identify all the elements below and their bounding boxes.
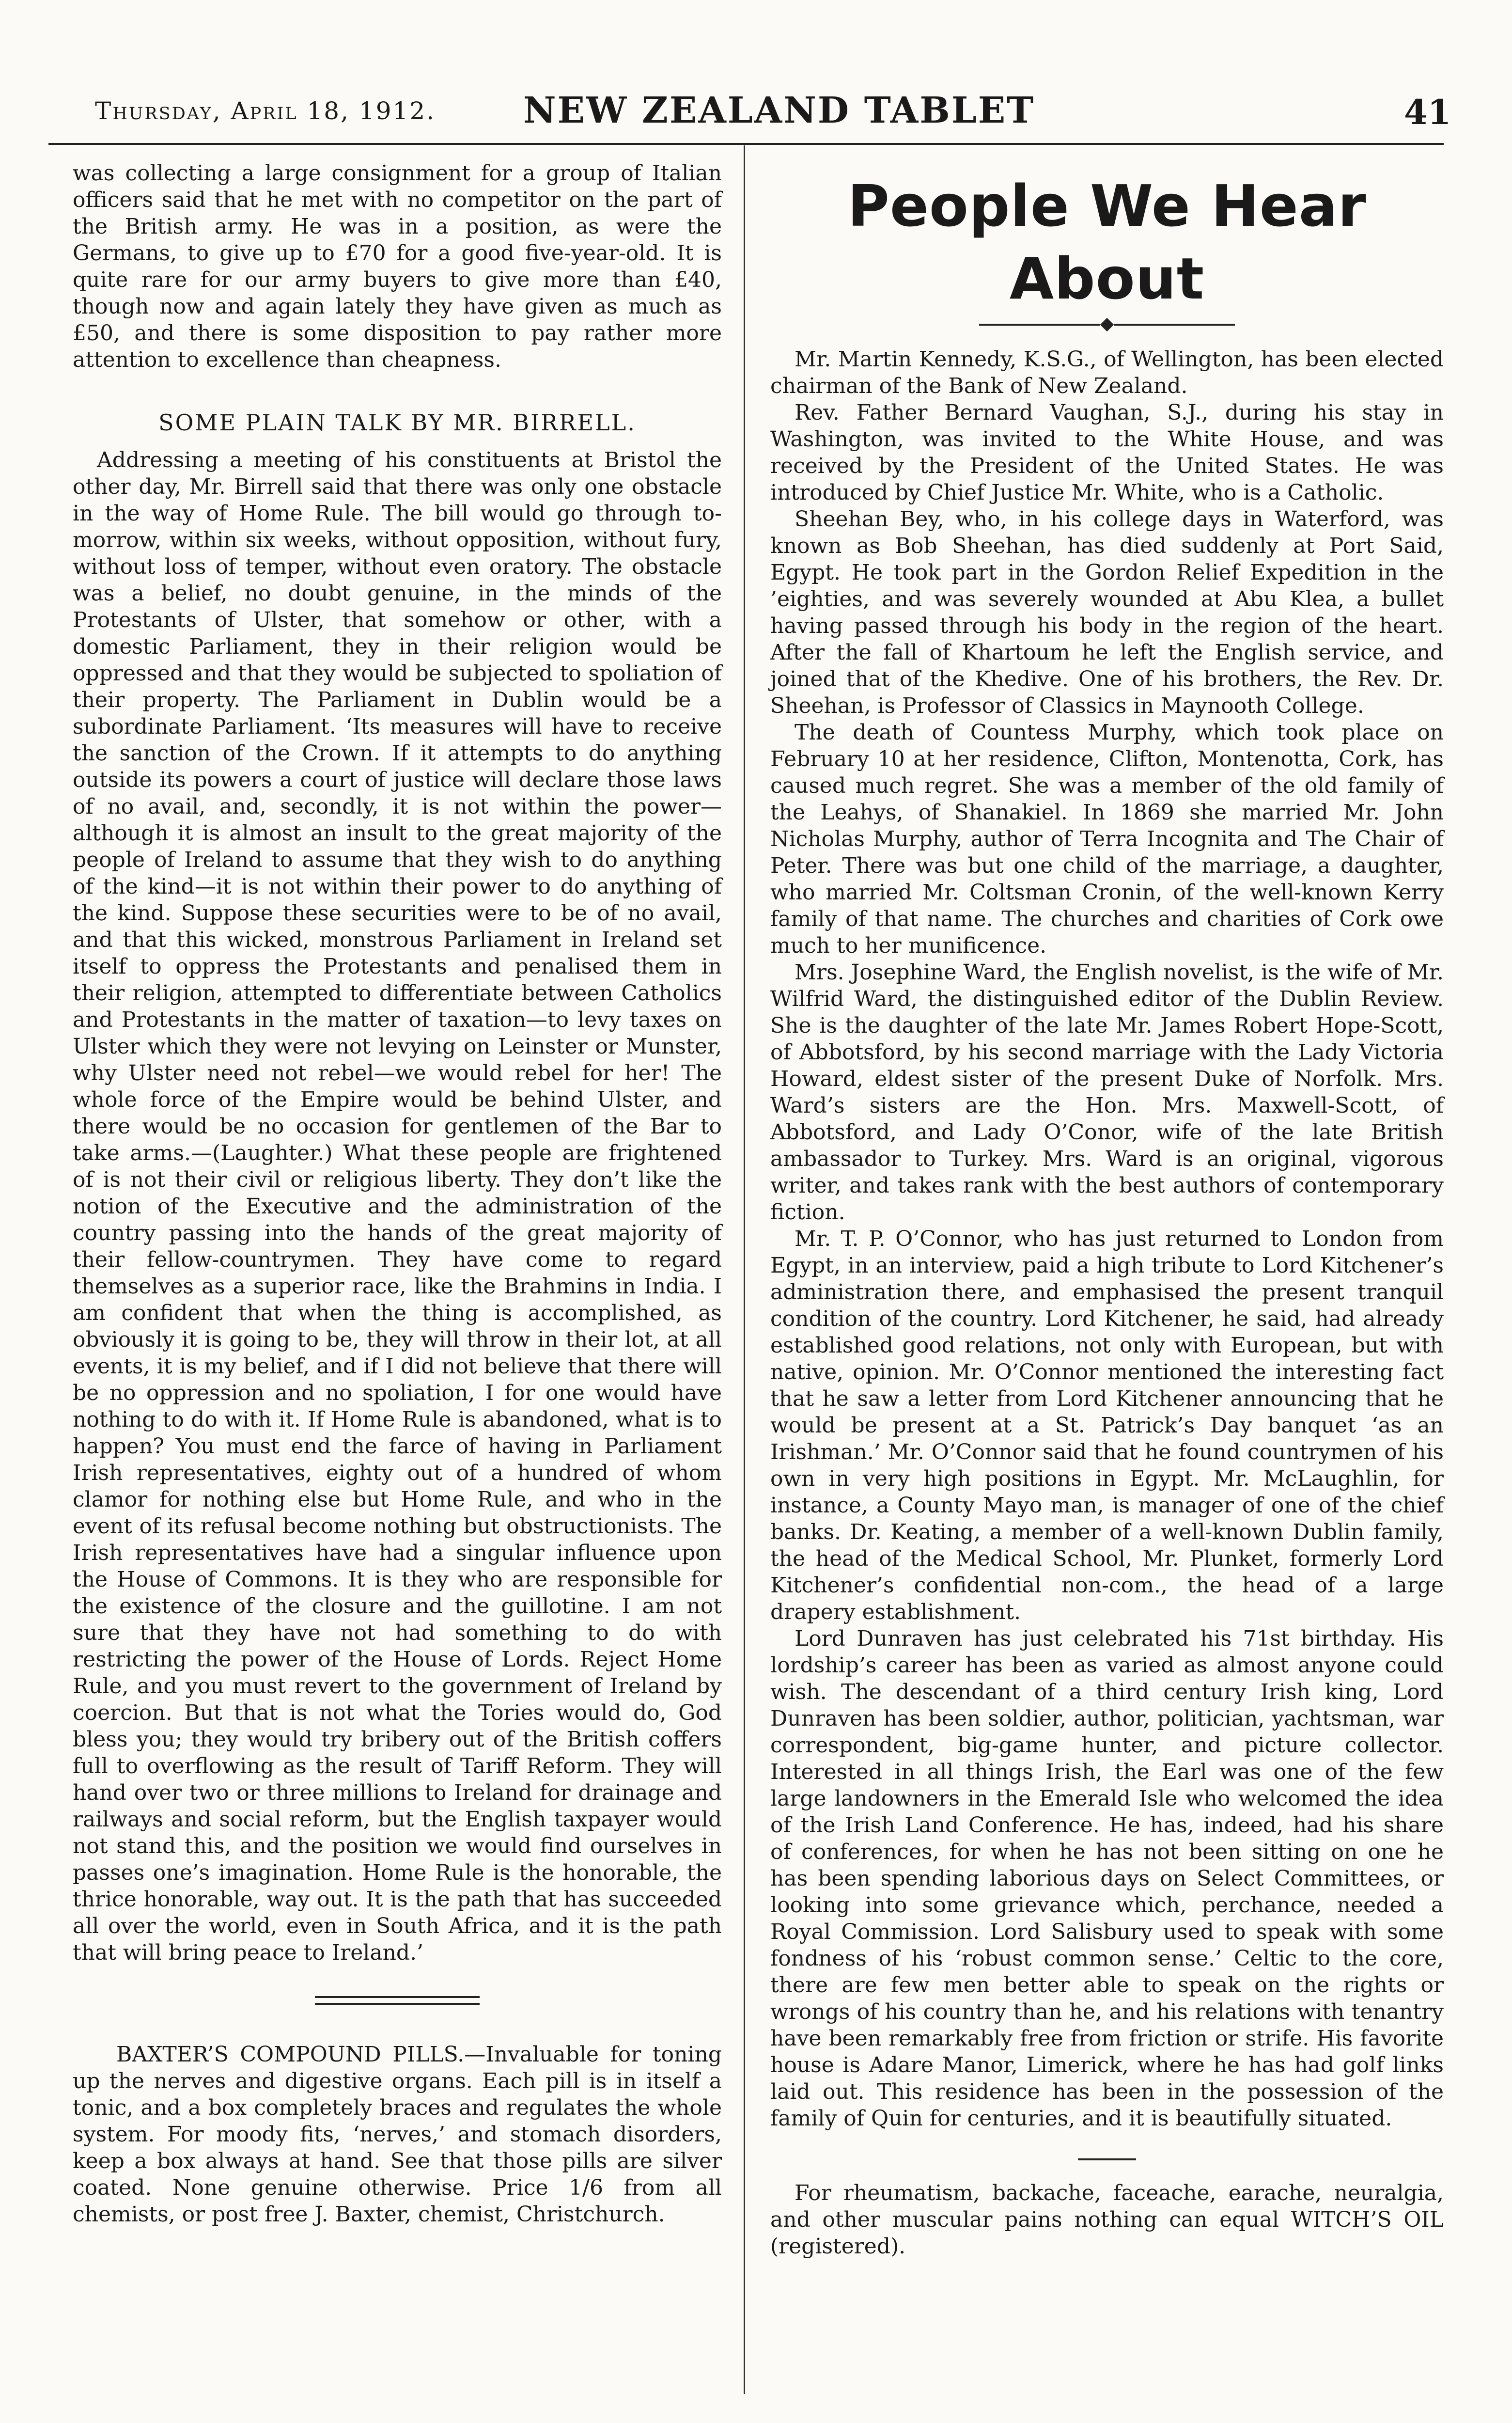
publication-title: NEW ZEALAND TABLET — [523, 90, 1035, 131]
birrell-heading: SOME PLAIN TALK BY MR. BIRRELL. — [158, 409, 636, 436]
paragraph-ward: Mrs. Josephine Ward, the English novelist, is the wife of Mr. Wilfrid Ward, the distinguished editor of the Dublin Review. She is the daughter of the late Mr. James Robert Hope-Scott, of Abbotsford, by his second marriage with the Lady Victoria Howard, eldest sister of the present Duke of Norfolk. Mrs. Ward’s sisters are the Hon. Mrs. Maxwell-Scott, of Abbotsford, and Lady O’Conor, wife of the late British ambassador to Turkey. Mrs. Ward is an original, vigorous writer, and takes rank with the best authors of contemporary fiction. — [770, 960, 1444, 1225]
section-rule — [770, 2158, 1444, 2160]
paragraph-vaughan: Rev. Father Bernard Vaughan, S.J., during his stay in Washington, was invited to the White House, and was received by the President of the United States. He was introduced by Chief Justice Mr. White, who is a Catholic. — [770, 400, 1444, 505]
page-number: 41 — [1404, 92, 1451, 132]
paragraph-murphy: The death of Countess Murphy, which took place on February 10 at her residence, Clifton, Montenotta, Cork, has caused much regret. She was a member of the old family of the Leahys, of Shanakiel. In 1869 she married Mr. John Nicholas Murphy, author of Terra Incognita and The Chair of Peter. There was but one child of the marriage, a daughter, who married Mr. Coltsman Cronin, of the well-known Kerry family of that name. The churches and charities of Cork owe much to her munificence. — [770, 720, 1444, 958]
paragraph-dunraven: Lord Dunraven has just celebrated his 71st birthday. His lordship’s career has been as varied as almost anyone could wish. The descendant of a third century Irish king, Lord Dunraven has been soldier, author, politician, yachtsman, war correspondent, big-game hunter, and picture collector. Interested in all things Irish, the Earl was one of the few large landowners in the Emerald Isle who welcomed the idea of the Irish Land Conference. He has, indeed, had his share of conferences, for when he has not been sitting on one he has been spending laborious days on Select Committees, or looking into some grievance which, perchance, needed a Royal Commission. Lord Salisbury used to speak with some fondness of his ‘robust common sense.’ Celtic to the core, there are few men better able to speak on the rights or wrongs of his country than he, and his relations with tenantry have been remarkably free from friction or strife. His favorite house is Adare Manor, Limerick, where he has had golf links laid out. This residence has been in the possession of the family of Quin for centuries, and it is beautifully situated. — [770, 1626, 1444, 2131]
paragraph-sheehan: Sheehan Bey, who, in his college days in Waterford, was known as Bob Sheehan, has died suddenly at Port Said, Egypt. He took part in the Gordon Relief Expedition in the ’eighties, and was severely wounded at Abu Klea, a bullet having passed through his body in the region of the heart. After the fall of Khartoum he left the English service, and joined that of the Khedive. One of his brothers, the Rev. Dr. Sheehan, is Professor of Classics in Maynooth College. — [770, 507, 1444, 718]
article-continuation: was collecting a large consignment for a group of Italian officers said that he met with no competitor on the part of the British army. He was in a position, as were the Germans, to give up to £70 for a good five-year-old. It is quite rare for our army buyers to give more than £40, though now and again lately they have given as much as £50, and there is some disposition to pay rather more attention to excellence than cheapness. — [73, 161, 722, 372]
witch-oil-advertisement: For rheumatism, backache, faceache, earache, neuralgia, and other muscular pains nothing can equal WITCH’S OIL (registered). — [770, 2181, 1444, 2259]
birrell-article: Addressing a meeting of his constituents at Bristol the other day, Mr. Birrell said that there was only one obstacle in the way of Home Rule. The bill would go through to-morrow, within six weeks, without opposition, without fury, without loss of temper, without even oratory. The obstacle was a belief, no doubt genuine, in the minds of the Protestants of Ulster, that somehow or other, with a domestic Parliament, they in their religion would be oppressed and that they would be subjected to spoliation of their property. The Parliament in Dublin would be a subordinate Parliament. ‘Its measures will have to receive the sanction of the Crown. If it attempts to do anything outside its powers a court of justice will declare those laws of no avail, and, secondly, it is not within the power—although it is almost an insult to the great majority of the people of Ireland to assume that they wish to do anything of the kind—it is not within their power to do anything of the kind. Suppose these securities were to be of no avail, and that this wicked, monstrous Parliament in Ireland set itself to oppress the Protestants and penalised them in their religion, attempted to differentiate between Catholics and Protestants in the matter of taxation—to levy taxes on Ulster which they were not levying on Leinster or Munster, why Ulster need not rebel—we would rebel for her! The whole force of the Empire would be behind Ulster, and there would be no occasion for gentlemen of the Bar to take arms.—(Laughter.) What these people are frightened of is not their civil or religious liberty. They don’t like the notion of the Executive and the administration of the country passing into the hands of the great majority of their fellow-countrymen. They have come to regard themselves as a superior race, like the Brahmins in India. I am confident that when the thing is accomplished, as obviously it is going to be, they will throw in their lot, at all events, it is my belief, and if I did not believe that there will be no oppression and no spoliation, I for one would have nothing to do with it. If Home Rule is abandoned, what is to happen? You must end the farce of having in Parliament Irish representatives, eighty out of a hundred of whom clamor for nothing else but Home Rule, and who in the event of its refusal become nothing but obstructionists. The Irish representatives have had a singular influence upon the House of Commons. It is they who are responsible for the existence of the closure and the guillotine. I am not sure that they have not had something to do with restricting the power of the House of Lords. Reject Home Rule, and you must revert to the government of Ireland by coercion. But that is not what the Tories would do, God bless you; they would try bribery out of the British coffers full to overflowing as the result of Tariff Reform. They will hand over two or three millions to Ireland for drainage and railways and social reform, but the English taxpayer would not stand this, and the position we would find ourselves in passes one’s imagination. Home Rule is the honorable, the thrice honorable, way out. It is the path that has succeeded all over the world, even in South Africa, and it is the path that will bring peace to Ireland.’ — [73, 448, 722, 1965]
paragraph-kennedy: Mr. Martin Kennedy, K.S.G., of Wellington, has been elected chairman of the Bank of New Zealand. — [770, 347, 1444, 398]
column-divider — [744, 145, 745, 2394]
baxter-advertisement — [73, 2041, 722, 2228]
header-rule — [48, 143, 1444, 145]
issue-date: Thursday, April 18, 1912. — [95, 97, 436, 125]
paragraph-oconnor: Mr. T. P. O’Connor, who has just returned to London from Egypt, in an interview, paid a high tribute to Lord Kitchener’s administration there, and emphasised the present tranquil condition of the country. Lord Kitchener, he said, had already established good relations, not only with European, but with native, opinion. Mr. O’Connor mentioned the interesting fact that he saw a letter from Lord Kitchener announcing that he would be present at a St. Patrick’s Day banquet ‘as an Irishman.’ Mr. O’Connor said that he found countrymen of his own in very high positions in Egypt. Mr. McLaughlin, for instance, a County Mayo man, is manager of one of the chief banks. Dr. Keating, a member of a well-known Dublin family, the head of the Medical School, Mr. Plunket, formerly Lord Kitchener’s confidential non-com., the head of a large drapery establishment. — [770, 1227, 1444, 1624]
baxter-text: BAXTER’S COMPOUND PILLS.—Invaluable for toning up the nerves and digestive organs. Each pill is in itself a tonic, and a box completely braces and regulates the whole system. For moody fits, ‘nerves,’ and stomach disorders, keep a box always at hand. See that those pills are silver coated. None genuine otherwise. Price 1/6 from all chemists, or post free J. Baxter, chemist, Christchurch. — [73, 2042, 722, 2227]
page-header — [0, 0, 1512, 150]
diamond-rule-ornament — [770, 320, 1444, 330]
left-column — [73, 160, 722, 2228]
people-we-hear-about-title: People We Hear About — [847, 173, 1367, 312]
double-rule-separator — [73, 1996, 722, 2005]
right-column — [770, 160, 1444, 2260]
